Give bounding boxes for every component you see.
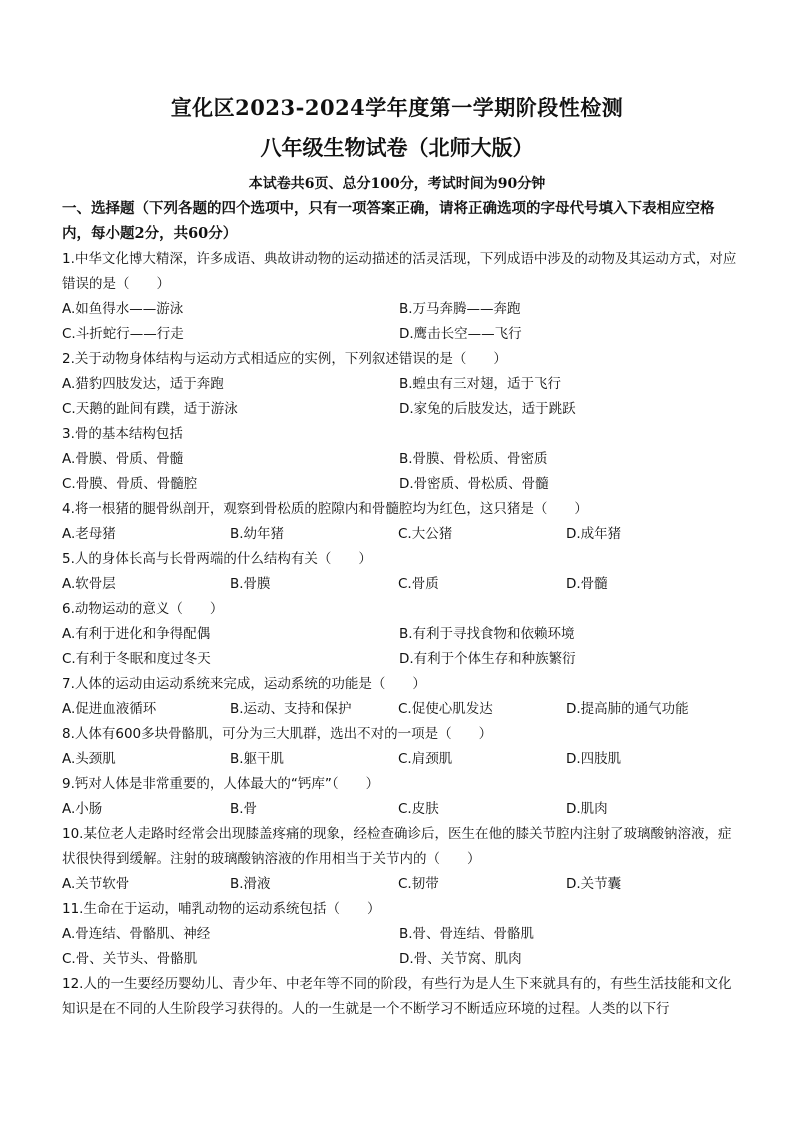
question-options bbox=[62, 747, 742, 772]
option: A.有利于进化和争得配偶 bbox=[62, 626, 211, 642]
option: C.骨质 bbox=[398, 576, 439, 592]
question-options bbox=[62, 572, 742, 597]
option: B.骨、骨连结、骨骼肌 bbox=[399, 926, 535, 942]
question-stem: 5.人的身体长高与长骨两端的什么结构有关（ ） bbox=[62, 551, 372, 567]
question-stem: 8.人体有600多块骨骼肌，可分为三大肌群，选出不对的一项是（ ） bbox=[62, 726, 493, 742]
question-stem: 2.关于动物身体结构与运动方式相适应的实例，下列叙述错误的是（ ） bbox=[62, 351, 507, 367]
question-stem: 10.某位老人走路时经常会出现膝盖疼痛的现象，经检查确诊后，医生在他的膝关节腔内注射了玻璃酸钠溶液，症状很快得到缓解。注射的玻璃酸钠溶液的作用相当于关节内的（ ） bbox=[62, 826, 732, 867]
exam-title: 宣化区2023-2024学年度第一学期阶段性检测 bbox=[170, 95, 624, 120]
option: D.肌肉 bbox=[566, 801, 608, 817]
option: A.如鱼得水——游泳 bbox=[62, 301, 184, 317]
option: C.天鹅的趾间有蹼，适于游泳 bbox=[62, 401, 238, 417]
option: A.老母猪 bbox=[62, 526, 116, 542]
section-heading: 一、选择题（下列各题的四个选项中，只有一项答案正确，请将正确选项的字母代号填入下表相应空格内，每小题2分，共60分） bbox=[62, 200, 715, 242]
option: B.万马奔腾——奔跑 bbox=[399, 301, 521, 317]
question-stem: 9.钙对人体是非常重要的，人体最大的“钙库”（ ） bbox=[62, 776, 380, 792]
question-options bbox=[62, 447, 742, 497]
option: A.头颈肌 bbox=[62, 751, 116, 767]
question-options bbox=[62, 872, 742, 897]
question-stem: 7.人体的运动由运动系统来完成，运动系统的功能是（ ） bbox=[62, 676, 426, 692]
option: A.骨膜、骨质、骨髓 bbox=[62, 451, 184, 467]
option: C.皮肤 bbox=[398, 801, 439, 817]
option: B.躯干肌 bbox=[230, 751, 285, 767]
exam-subtitle: 八年级生物试卷（北师大版） bbox=[260, 135, 534, 160]
option: D.关节囊 bbox=[566, 876, 622, 892]
question-options bbox=[62, 922, 742, 972]
exam-info: 本试卷共6页、总分100分，考试时间为90分钟 bbox=[248, 176, 546, 192]
option: C.促使心肌发达 bbox=[398, 701, 493, 717]
option: D.骨密质、骨松质、骨髓 bbox=[399, 476, 549, 492]
option: A.软骨层 bbox=[62, 576, 116, 592]
option: C.骨膜、骨质、骨髓腔 bbox=[62, 476, 198, 492]
option: D.成年猪 bbox=[566, 526, 622, 542]
option: C.大公猪 bbox=[398, 526, 453, 542]
question-options bbox=[62, 522, 742, 547]
option: D.骨髓 bbox=[566, 576, 608, 592]
option: D.家兔的后肢发达，适于跳跃 bbox=[399, 401, 576, 417]
option: A.骨连结、骨骼肌、神经 bbox=[62, 926, 211, 942]
option: C.韧带 bbox=[398, 876, 439, 892]
question-list bbox=[62, 247, 742, 1022]
option: D.鹰击长空——飞行 bbox=[399, 326, 522, 342]
option: B.骨膜、骨松质、骨密质 bbox=[399, 451, 548, 467]
question-options bbox=[62, 697, 742, 722]
option: D.提高肺的通气功能 bbox=[566, 701, 689, 717]
option: D.有利于个体生存和种族繁衍 bbox=[399, 651, 576, 667]
question-options bbox=[62, 372, 742, 422]
option: B.骨 bbox=[230, 801, 258, 817]
option: C.肩颈肌 bbox=[398, 751, 453, 767]
option: C.斗折蛇行——行走 bbox=[62, 326, 184, 342]
question-stem: 11.生命在于运动，哺乳动物的运动系统包括（ ） bbox=[62, 901, 381, 917]
question-stem: 3.骨的基本结构包括 bbox=[62, 426, 183, 442]
question-stem: 6.动物运动的意义（ ） bbox=[62, 601, 224, 617]
option: A.关节软骨 bbox=[62, 876, 130, 892]
option: B.滑液 bbox=[230, 876, 271, 892]
option: D.四肢肌 bbox=[566, 751, 622, 767]
option: B.运动、支持和保护 bbox=[230, 701, 352, 717]
option: C.有利于冬眠和度过冬天 bbox=[62, 651, 211, 667]
option: B.有利于寻找食物和依赖环境 bbox=[399, 626, 575, 642]
question-options bbox=[62, 297, 742, 347]
option: A.促进血液循环 bbox=[62, 701, 157, 717]
option: A.猎豹四肢发达，适于奔跑 bbox=[62, 376, 224, 392]
option: C.骨、关节头、骨骼肌 bbox=[62, 951, 198, 967]
option: D.骨、关节窝、肌肉 bbox=[399, 951, 522, 967]
option: A.小肠 bbox=[62, 801, 103, 817]
option: B.蝗虫有三对翅，适于飞行 bbox=[399, 376, 562, 392]
question-stem: 1.中华文化博大精深，许多成语、典故讲动物的运动描述的活灵活现，下列成语中涉及的动物及其运动方式，对应错误的是（ ） bbox=[62, 251, 737, 292]
question-options bbox=[62, 797, 742, 822]
option: B.骨膜 bbox=[230, 576, 271, 592]
option: B.幼年猪 bbox=[230, 526, 285, 542]
question-stem: 4.将一根猪的腿骨纵剖开，观察到骨松质的腔隙内和骨髓腔均为红色，这只猪是（ ） bbox=[62, 501, 588, 517]
question-options bbox=[62, 622, 742, 672]
question-stem: 12.人的一生要经历婴幼儿、青少年、中老年等不同的阶段，有些行为是人生下来就具有的，有些生活技能和文化知识是在不同的人生阶段学习获得的。人的一生就是一个不断学习不断适应环境的过程。人类的以下行 bbox=[62, 976, 732, 1017]
